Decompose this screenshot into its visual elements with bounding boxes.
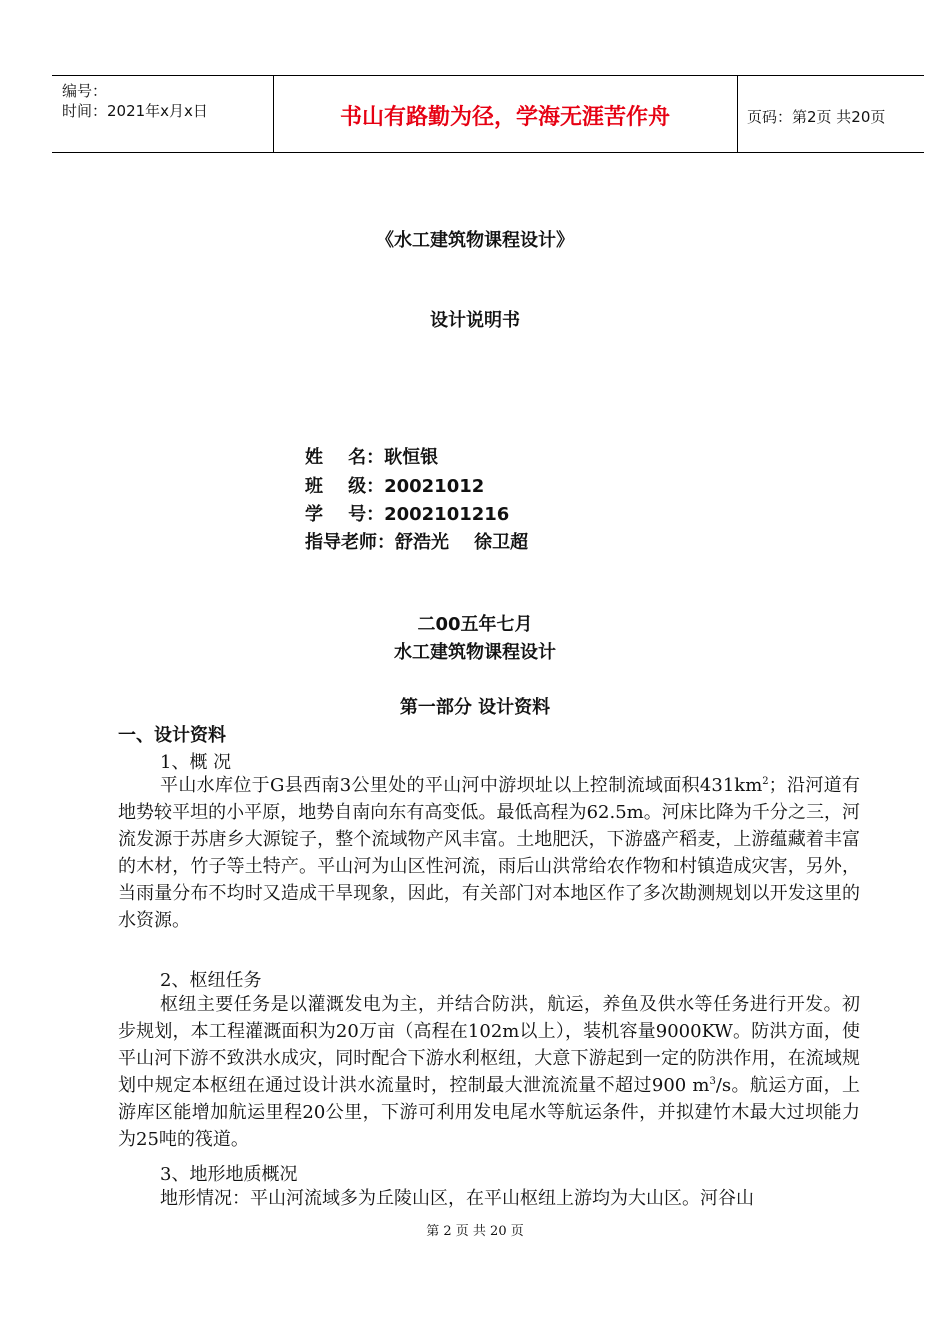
course-title: 水工建筑物课程设计	[394, 642, 556, 663]
section-heading: 一、设计资料	[118, 725, 226, 746]
book-title: 《水工建筑物课程设计》	[376, 230, 574, 251]
paragraph-terrain: 地形情况：平山河流域多为丘陵山区，在平山枢纽上游均为大山区。河谷山	[160, 1188, 754, 1209]
time-label: 时间：2021年x月x日	[62, 102, 208, 120]
header-motto-cell	[273, 76, 738, 152]
superscript-2: 2	[762, 776, 769, 787]
subsection-1-title: 1、概 况	[160, 752, 232, 773]
info-name: 姓 名：耿恒银	[305, 447, 439, 468]
page-header	[52, 75, 924, 153]
paragraph-tasks	[118, 991, 860, 1153]
header-right-cell	[737, 76, 924, 152]
header-left-cell	[52, 76, 274, 152]
paragraph-tasks-part-a: 枢纽主要任务是以灌溉发电为主，并结合防洪，航运，养鱼及供水等任务进行开发。初步规划，本工程灌溉面积为20万亩（高程在102m以上），装机容量9000KW。防洪方面，使平山河下游不致洪水成灾，同时配合下游水利枢纽，大意下游起到一定的防洪作用，在流域规划中规定本枢纽在通过设计洪水流量时，控制最大泄流流量不超过900 m	[118, 994, 860, 1096]
number-label: 编号：	[62, 82, 108, 100]
paragraph-overview	[118, 772, 860, 934]
paragraph-tasks-part-b: /s。航运方面，上游库区能增加航运里程20公里，下游可利用发电尾水等航运条件，并拟建竹木最大过坝能力为25吨的筏道。	[118, 1075, 860, 1150]
info-student-id: 学 号：2002101216	[305, 504, 510, 525]
part-title: 第一部分 设计资料	[399, 697, 551, 718]
info-advisor: 指导老师：舒浩光 徐卫超	[305, 532, 529, 553]
paragraph-overview-part-a: 平山水库位于G县西南3公里处的平山河中游坝址以上控制流域面积431km	[160, 775, 763, 796]
motto-text: 书山有路勤为径，学海无涯苦作舟	[339, 105, 670, 130]
subsection-2-title: 2、枢纽任务	[160, 970, 262, 991]
page-code: 页码：第2页 共20页	[747, 108, 886, 126]
info-class: 班 级：20021012	[305, 476, 485, 497]
date-line: 二00五年七月	[417, 614, 533, 635]
doc-type-title: 设计说明书	[430, 310, 520, 331]
page-footer: 第 2 页 共 20 页	[426, 1224, 524, 1239]
paragraph-overview-part-b: ；沿河道有地势较平坦的小平原，地势自南向东有高变低。最低高程为62.5m。河床比降为千分之三，河流发源于苏唐乡大源锭子，整个流域物产风丰富。土地肥沃，下游盛产稻麦，上游蕴藏着丰富的木材，竹子等土特产。平山河为山区性河流，雨后山洪常给农作物和村镇造成灾害，另外，当雨量分布不均时又造成干旱现象，因此，有关部门对本地区作了多次勘测规划以开发这里的水资源。	[118, 775, 861, 931]
subsection-3-title: 3、地形地质概况	[160, 1164, 298, 1185]
superscript-3: 3	[709, 1076, 716, 1087]
